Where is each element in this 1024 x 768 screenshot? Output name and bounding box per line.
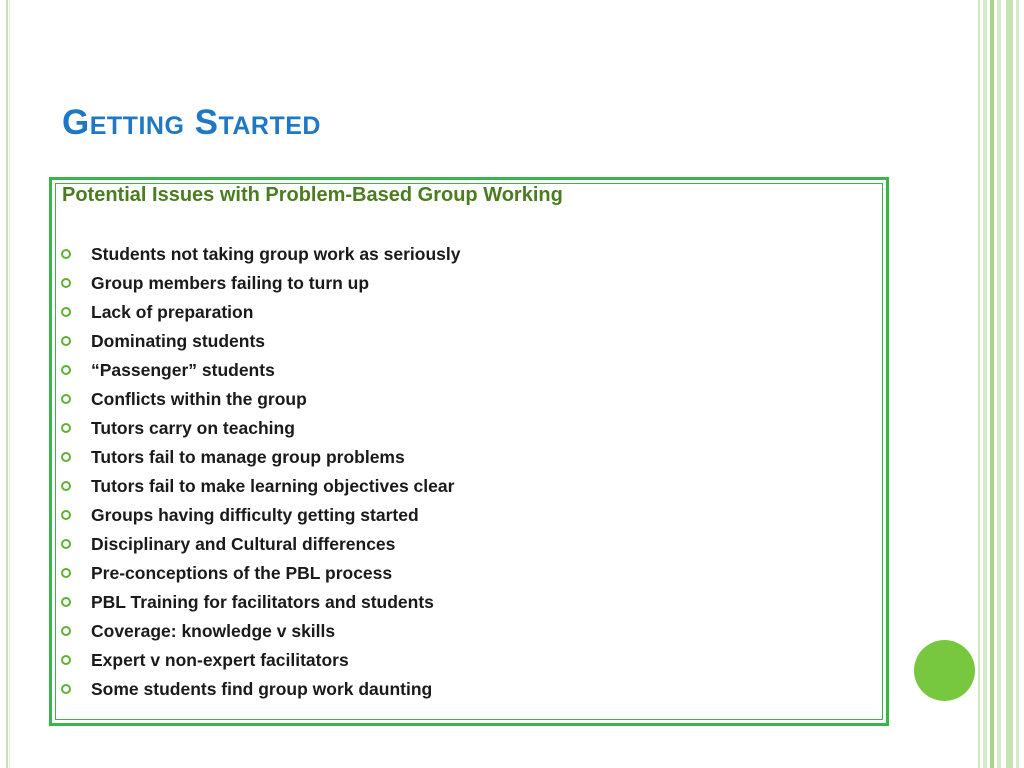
bullet-circle-icon: [61, 626, 71, 636]
bullet-text: Disciplinary and Cultural differences: [91, 534, 396, 554]
bullet-item: [52, 242, 461, 271]
bullet-circle-icon: [61, 655, 71, 665]
bullet-text: Tutors fail to make learning objectives clear: [91, 476, 455, 496]
right-stripe-1: [978, 0, 980, 768]
bullet-text: Dominating students: [91, 331, 266, 351]
bullet-text: PBL Training for facilitators and students: [91, 592, 434, 612]
bullet-text: Conflicts within the group: [91, 389, 307, 409]
bullet-text: Tutors fail to manage group problems: [91, 447, 405, 467]
bullet-text: Expert v non-expert facilitators: [91, 650, 349, 670]
bullet-item: [52, 503, 461, 532]
bullet-circle-icon: [61, 423, 71, 433]
bullet-circle-icon: [61, 539, 71, 549]
bullet-text: Tutors carry on teaching: [91, 418, 295, 438]
bullet-text: Group members failing to turn up: [91, 273, 370, 293]
right-stripe-4: [997, 0, 1001, 768]
left-border-line: [6, 0, 8, 768]
slide-title: Getting Started: [62, 103, 321, 142]
left-border-line-inner: [9, 0, 10, 768]
right-stripe-3: [990, 0, 994, 768]
bullet-item: [52, 416, 461, 445]
box-heading: Potential Issues with Problem-Based Group Working: [62, 184, 563, 206]
bullet-circle-icon: [61, 249, 71, 259]
bullet-item: [52, 648, 461, 677]
bullet-text: Coverage: knowledge v skills: [91, 621, 336, 641]
bullet-text: “Passenger” students: [91, 360, 275, 380]
right-stripe-6: [1016, 0, 1019, 768]
bullet-circle-icon: [61, 481, 71, 491]
right-stripe-2: [983, 0, 987, 768]
bullet-text: Some students find group work daunting: [91, 679, 433, 699]
bullet-circle-icon: [61, 684, 71, 694]
bullet-item: [52, 532, 461, 561]
bullet-item: [52, 445, 461, 474]
bullet-item: [52, 329, 461, 358]
bullet-circle-icon: [61, 452, 71, 462]
bullet-circle-icon: [61, 278, 71, 288]
bullet-text: Pre-conceptions of the PBL process: [91, 563, 393, 583]
bullet-item: [52, 387, 461, 416]
bullet-item: [52, 271, 461, 300]
bullet-item: [52, 677, 461, 706]
decorative-green-circle: [914, 640, 975, 701]
content-box: [49, 177, 889, 726]
bullet-circle-icon: [61, 336, 71, 346]
right-stripe-5: [1006, 0, 1013, 768]
bullet-item: [52, 561, 461, 590]
bullet-circle-icon: [61, 597, 71, 607]
bullet-circle-icon: [61, 568, 71, 578]
bullet-item: [52, 300, 461, 329]
bullet-item: [52, 358, 461, 387]
bullet-circle-icon: [61, 365, 71, 375]
bullet-text: Lack of preparation: [91, 302, 254, 322]
bullet-text: Groups having difficulty getting started: [91, 505, 419, 525]
bullet-item: [52, 590, 461, 619]
bullet-list: [52, 242, 461, 706]
bullet-circle-icon: [61, 394, 71, 404]
bullet-item: [52, 474, 461, 503]
bullet-text: Students not taking group work as seriously: [91, 244, 461, 264]
bullet-item: [52, 619, 461, 648]
bullet-circle-icon: [61, 307, 71, 317]
bullet-circle-icon: [61, 510, 71, 520]
